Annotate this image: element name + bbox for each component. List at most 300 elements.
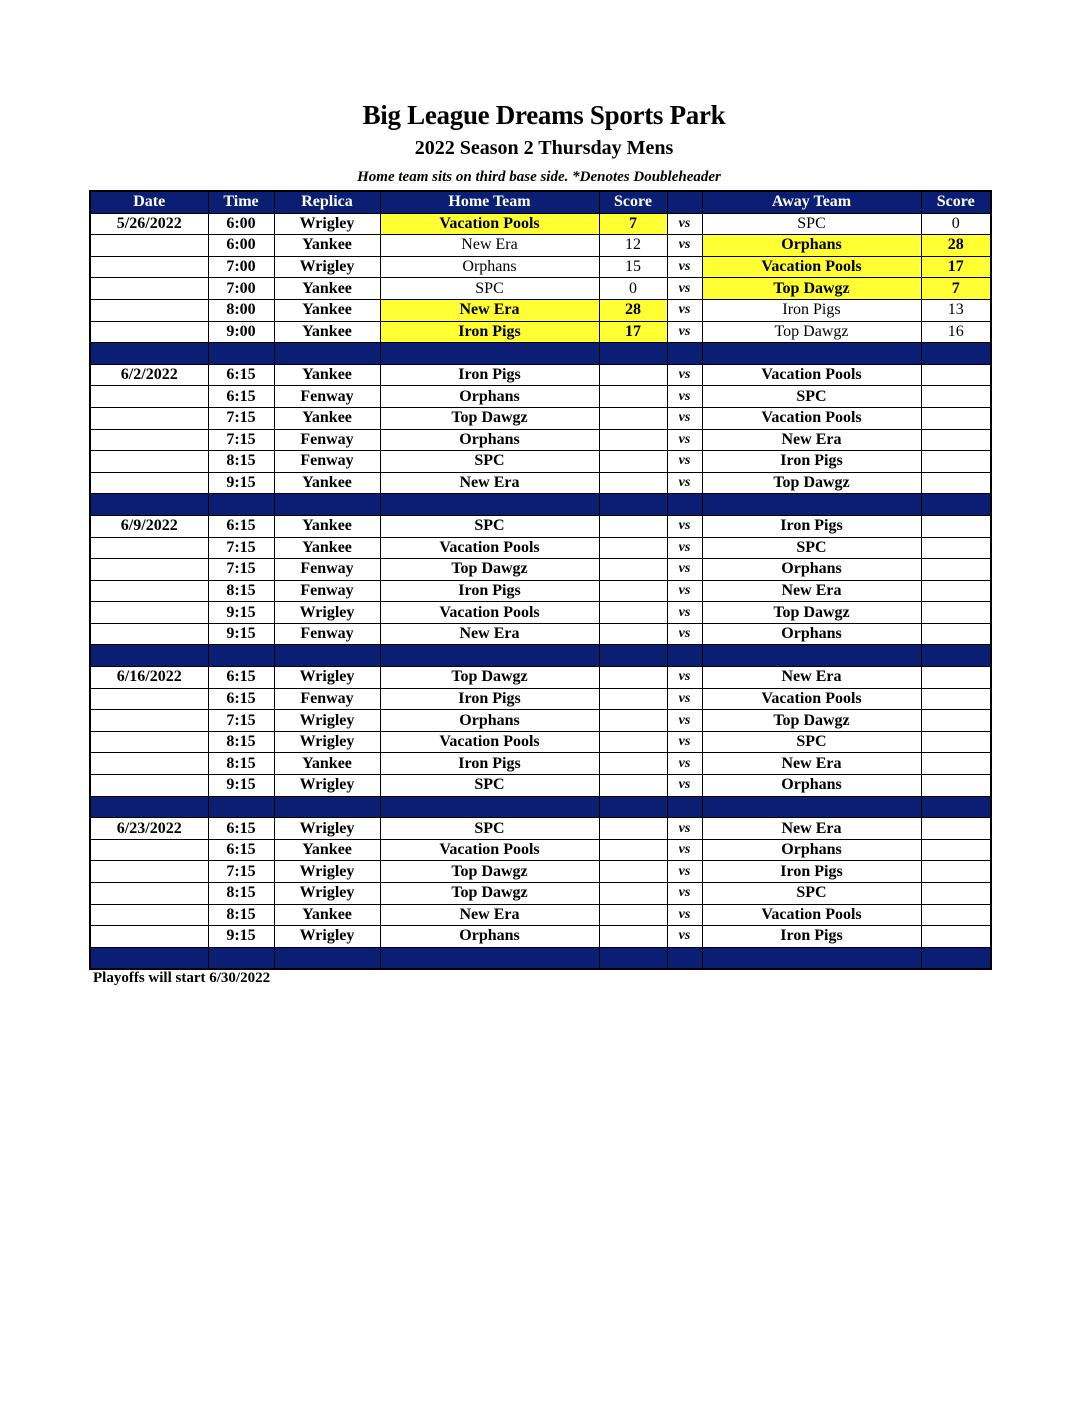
game-replica-field: Yankee [274, 753, 380, 775]
home-team: New Era [380, 299, 599, 321]
home-team: SPC [380, 515, 599, 537]
game-row [90, 472, 991, 494]
away-team: Orphans [702, 559, 921, 581]
versus-label: vs [667, 213, 702, 235]
versus-label: vs [667, 515, 702, 537]
versus-label: vs [667, 818, 702, 840]
col-header-away-team: Away Team [702, 191, 921, 213]
versus-label: vs [667, 235, 702, 257]
game-date [90, 904, 208, 926]
game-replica-field: Fenway [274, 580, 380, 602]
versus-label: vs [667, 904, 702, 926]
game-row [90, 451, 991, 473]
game-time: 8:15 [208, 451, 274, 473]
game-date [90, 623, 208, 645]
home-score: 7 [599, 213, 667, 235]
game-replica-field: Yankee [274, 235, 380, 257]
away-score: 0 [921, 213, 991, 235]
game-time: 9:15 [208, 926, 274, 948]
away-score: 16 [921, 321, 991, 343]
versus-label: vs [667, 926, 702, 948]
versus-label: vs [667, 602, 702, 624]
page-subtitle: 2022 Season 2 Thursday Mens [414, 137, 674, 159]
game-row [90, 580, 991, 602]
away-team: Top Dawgz [702, 472, 921, 494]
away-team: Vacation Pools [702, 904, 921, 926]
separator-cell [921, 494, 991, 516]
game-date [90, 256, 208, 278]
away-team: New Era [702, 580, 921, 602]
game-time: 9:15 [208, 775, 274, 797]
game-time: 6:15 [208, 818, 274, 840]
home-score [599, 775, 667, 797]
separator-cell [380, 947, 599, 969]
away-team: Iron Pigs [702, 515, 921, 537]
away-team: Iron Pigs [702, 926, 921, 948]
away-team: Top Dawgz [702, 278, 921, 300]
separator-cell [380, 494, 599, 516]
home-team: SPC [380, 278, 599, 300]
game-row [90, 364, 991, 386]
game-replica-field: Fenway [274, 688, 380, 710]
game-time: 9:15 [208, 472, 274, 494]
game-date: 5/26/2022 [90, 213, 208, 235]
week-separator-row [90, 645, 991, 667]
home-score [599, 559, 667, 581]
game-time: 8:15 [208, 731, 274, 753]
game-replica-field: Wrigley [274, 256, 380, 278]
away-score [921, 386, 991, 408]
game-date [90, 688, 208, 710]
home-team: Top Dawgz [380, 667, 599, 689]
away-team: Vacation Pools [702, 688, 921, 710]
separator-cell [921, 343, 991, 365]
separator-cell [274, 494, 380, 516]
schedule-note: Home team sits on third base side. *Denotes Doubleheader [357, 169, 721, 185]
game-replica-field: Yankee [274, 321, 380, 343]
col-header-home-team: Home Team [380, 191, 599, 213]
game-replica-field: Wrigley [274, 818, 380, 840]
game-replica-field: Fenway [274, 559, 380, 581]
home-team: Iron Pigs [380, 364, 599, 386]
game-date [90, 235, 208, 257]
separator-cell [208, 343, 274, 365]
versus-label: vs [667, 861, 702, 883]
away-team: Top Dawgz [702, 321, 921, 343]
game-date [90, 883, 208, 905]
game-date: 6/23/2022 [90, 818, 208, 840]
home-score [599, 753, 667, 775]
game-time: 8:15 [208, 904, 274, 926]
game-row [90, 386, 991, 408]
versus-label: vs [667, 580, 702, 602]
game-date [90, 602, 208, 624]
away-team: Iron Pigs [702, 451, 921, 473]
home-team: Orphans [380, 926, 599, 948]
separator-cell [90, 645, 208, 667]
game-row [90, 818, 991, 840]
away-team: SPC [702, 537, 921, 559]
away-team: Iron Pigs [702, 299, 921, 321]
away-score [921, 904, 991, 926]
away-score [921, 731, 991, 753]
separator-cell [921, 947, 991, 969]
away-team: Orphans [702, 775, 921, 797]
away-score: 17 [921, 256, 991, 278]
away-team: Vacation Pools [702, 256, 921, 278]
away-team: SPC [702, 213, 921, 235]
home-team: Vacation Pools [380, 213, 599, 235]
game-replica-field: Wrigley [274, 213, 380, 235]
game-row [90, 256, 991, 278]
home-score [599, 861, 667, 883]
game-time: 7:15 [208, 861, 274, 883]
home-score [599, 818, 667, 840]
home-score: 15 [599, 256, 667, 278]
home-team: Top Dawgz [380, 559, 599, 581]
col-header-replica: Replica [274, 191, 380, 213]
game-time: 7:15 [208, 559, 274, 581]
away-team: New Era [702, 753, 921, 775]
col-header-home-score: Score [599, 191, 667, 213]
game-date [90, 537, 208, 559]
game-date [90, 926, 208, 948]
home-team: Vacation Pools [380, 731, 599, 753]
away-score [921, 926, 991, 948]
away-score [921, 710, 991, 732]
game-row [90, 602, 991, 624]
week-separator-row [90, 494, 991, 516]
game-replica-field: Yankee [274, 537, 380, 559]
versus-label: vs [667, 559, 702, 581]
home-team: Iron Pigs [380, 580, 599, 602]
away-team: SPC [702, 386, 921, 408]
versus-label: vs [667, 775, 702, 797]
game-replica-field: Yankee [274, 515, 380, 537]
away-team: Orphans [702, 839, 921, 861]
away-team: SPC [702, 731, 921, 753]
game-time: 7:15 [208, 710, 274, 732]
game-date [90, 775, 208, 797]
separator-cell [380, 796, 599, 818]
game-date: 6/9/2022 [90, 515, 208, 537]
away-score [921, 364, 991, 386]
page-title: Big League Dreams Sports Park [362, 100, 726, 130]
col-header-time: Time [208, 191, 274, 213]
away-score: 13 [921, 299, 991, 321]
game-time: 6:15 [208, 364, 274, 386]
home-score: 0 [599, 278, 667, 300]
away-score [921, 580, 991, 602]
game-time: 8:00 [208, 299, 274, 321]
game-time: 7:15 [208, 407, 274, 429]
game-date [90, 278, 208, 300]
game-row [90, 407, 991, 429]
away-score [921, 602, 991, 624]
game-time: 6:15 [208, 688, 274, 710]
game-row [90, 926, 991, 948]
game-time: 8:15 [208, 580, 274, 602]
away-score [921, 559, 991, 581]
game-row [90, 904, 991, 926]
game-date [90, 321, 208, 343]
home-score [599, 839, 667, 861]
versus-label: vs [667, 278, 702, 300]
game-row [90, 688, 991, 710]
home-score [599, 429, 667, 451]
game-row [90, 321, 991, 343]
home-score [599, 451, 667, 473]
game-row [90, 667, 991, 689]
game-row [90, 775, 991, 797]
home-team: Vacation Pools [380, 602, 599, 624]
game-date [90, 580, 208, 602]
away-score [921, 861, 991, 883]
col-header-vs [667, 191, 702, 213]
home-team: Orphans [380, 710, 599, 732]
versus-label: vs [667, 321, 702, 343]
away-score [921, 451, 991, 473]
game-time: 9:15 [208, 602, 274, 624]
versus-label: vs [667, 667, 702, 689]
game-replica-field: Yankee [274, 407, 380, 429]
versus-label: vs [667, 623, 702, 645]
game-row [90, 299, 991, 321]
game-date [90, 839, 208, 861]
col-header-away-score: Score [921, 191, 991, 213]
away-score [921, 818, 991, 840]
home-team: New Era [380, 623, 599, 645]
game-row [90, 559, 991, 581]
separator-cell [274, 343, 380, 365]
game-row [90, 213, 991, 235]
separator-cell [274, 796, 380, 818]
separator-cell [599, 947, 667, 969]
versus-label: vs [667, 429, 702, 451]
separator-cell [90, 343, 208, 365]
home-team: Iron Pigs [380, 753, 599, 775]
separator-cell [90, 494, 208, 516]
separator-cell [208, 645, 274, 667]
game-time: 6:15 [208, 386, 274, 408]
away-score [921, 753, 991, 775]
game-row [90, 515, 991, 537]
home-score [599, 926, 667, 948]
game-date [90, 559, 208, 581]
game-time: 6:15 [208, 667, 274, 689]
home-team: Orphans [380, 256, 599, 278]
week-separator-row [90, 343, 991, 365]
away-team: New Era [702, 429, 921, 451]
separator-cell [667, 343, 702, 365]
home-score [599, 515, 667, 537]
game-time: 8:15 [208, 883, 274, 905]
separator-cell [921, 796, 991, 818]
versus-label: vs [667, 753, 702, 775]
separator-cell [702, 947, 921, 969]
game-row [90, 623, 991, 645]
away-score [921, 623, 991, 645]
home-team: Orphans [380, 386, 599, 408]
versus-label: vs [667, 839, 702, 861]
game-row [90, 861, 991, 883]
home-score [599, 407, 667, 429]
away-team: New Era [702, 667, 921, 689]
separator-cell [380, 343, 599, 365]
versus-label: vs [667, 364, 702, 386]
week-separator-row [90, 947, 991, 969]
away-team: Vacation Pools [702, 364, 921, 386]
game-date [90, 407, 208, 429]
game-replica-field: Fenway [274, 386, 380, 408]
game-time: 7:00 [208, 256, 274, 278]
home-score [599, 667, 667, 689]
game-date: 6/16/2022 [90, 667, 208, 689]
home-team: Vacation Pools [380, 537, 599, 559]
versus-label: vs [667, 537, 702, 559]
game-date [90, 429, 208, 451]
away-team: New Era [702, 818, 921, 840]
game-time: 9:00 [208, 321, 274, 343]
separator-cell [702, 796, 921, 818]
game-row [90, 710, 991, 732]
week-separator-row [90, 796, 991, 818]
versus-label: vs [667, 299, 702, 321]
game-date [90, 386, 208, 408]
game-date [90, 731, 208, 753]
away-score [921, 775, 991, 797]
game-row [90, 731, 991, 753]
home-score [599, 710, 667, 732]
home-team: New Era [380, 904, 599, 926]
separator-cell [599, 645, 667, 667]
game-replica-field: Wrigley [274, 775, 380, 797]
home-team: New Era [380, 472, 599, 494]
game-replica-field: Yankee [274, 278, 380, 300]
separator-cell [208, 494, 274, 516]
away-score [921, 472, 991, 494]
away-score [921, 667, 991, 689]
home-team: Top Dawgz [380, 407, 599, 429]
away-team: SPC [702, 883, 921, 905]
home-score [599, 364, 667, 386]
game-replica-field: Yankee [274, 839, 380, 861]
versus-label: vs [667, 386, 702, 408]
separator-cell [599, 796, 667, 818]
game-date [90, 753, 208, 775]
home-score [599, 688, 667, 710]
game-row [90, 235, 991, 257]
header-row [90, 191, 991, 213]
home-team: Top Dawgz [380, 861, 599, 883]
game-time: 8:15 [208, 753, 274, 775]
game-date [90, 299, 208, 321]
away-score [921, 429, 991, 451]
home-score [599, 883, 667, 905]
game-replica-field: Wrigley [274, 861, 380, 883]
away-team: Top Dawgz [702, 602, 921, 624]
game-date: 6/2/2022 [90, 364, 208, 386]
game-time: 6:15 [208, 515, 274, 537]
game-time: 6:15 [208, 839, 274, 861]
separator-cell [702, 645, 921, 667]
schedule-table [89, 190, 992, 970]
away-score [921, 839, 991, 861]
separator-cell [667, 645, 702, 667]
home-team: SPC [380, 451, 599, 473]
home-team: Orphans [380, 429, 599, 451]
away-score [921, 883, 991, 905]
away-team: Iron Pigs [702, 861, 921, 883]
separator-cell [667, 947, 702, 969]
game-replica-field: Wrigley [274, 926, 380, 948]
home-team: SPC [380, 818, 599, 840]
home-score [599, 386, 667, 408]
home-score [599, 731, 667, 753]
game-date [90, 861, 208, 883]
separator-cell [599, 343, 667, 365]
versus-label: vs [667, 688, 702, 710]
playoffs-note: Playoffs will start 6/30/2022 [93, 970, 271, 986]
away-score: 28 [921, 235, 991, 257]
game-replica-field: Wrigley [274, 883, 380, 905]
game-time: 7:15 [208, 429, 274, 451]
versus-label: vs [667, 731, 702, 753]
home-score [599, 904, 667, 926]
away-score [921, 537, 991, 559]
game-row [90, 429, 991, 451]
game-replica-field: Wrigley [274, 602, 380, 624]
away-team: Orphans [702, 623, 921, 645]
game-replica-field: Yankee [274, 904, 380, 926]
home-team: SPC [380, 775, 599, 797]
game-row [90, 839, 991, 861]
game-time: 6:00 [208, 235, 274, 257]
home-score [599, 472, 667, 494]
home-team: Iron Pigs [380, 321, 599, 343]
game-row [90, 537, 991, 559]
away-score [921, 515, 991, 537]
versus-label: vs [667, 256, 702, 278]
home-score [599, 537, 667, 559]
game-time: 9:15 [208, 623, 274, 645]
separator-cell [921, 645, 991, 667]
separator-cell [274, 645, 380, 667]
away-team: Orphans [702, 235, 921, 257]
game-replica-field: Yankee [274, 472, 380, 494]
game-row [90, 278, 991, 300]
versus-label: vs [667, 451, 702, 473]
home-score: 28 [599, 299, 667, 321]
home-score [599, 602, 667, 624]
away-score [921, 688, 991, 710]
versus-label: vs [667, 472, 702, 494]
home-team: Top Dawgz [380, 883, 599, 905]
game-replica-field: Fenway [274, 623, 380, 645]
versus-label: vs [667, 710, 702, 732]
game-time: 7:15 [208, 537, 274, 559]
separator-cell [667, 494, 702, 516]
home-team: New Era [380, 235, 599, 257]
game-date [90, 710, 208, 732]
game-replica-field: Wrigley [274, 731, 380, 753]
game-replica-field: Yankee [274, 364, 380, 386]
game-replica-field: Wrigley [274, 710, 380, 732]
col-header-date: Date [90, 191, 208, 213]
game-replica-field: Fenway [274, 429, 380, 451]
home-score [599, 623, 667, 645]
game-time: 7:00 [208, 278, 274, 300]
